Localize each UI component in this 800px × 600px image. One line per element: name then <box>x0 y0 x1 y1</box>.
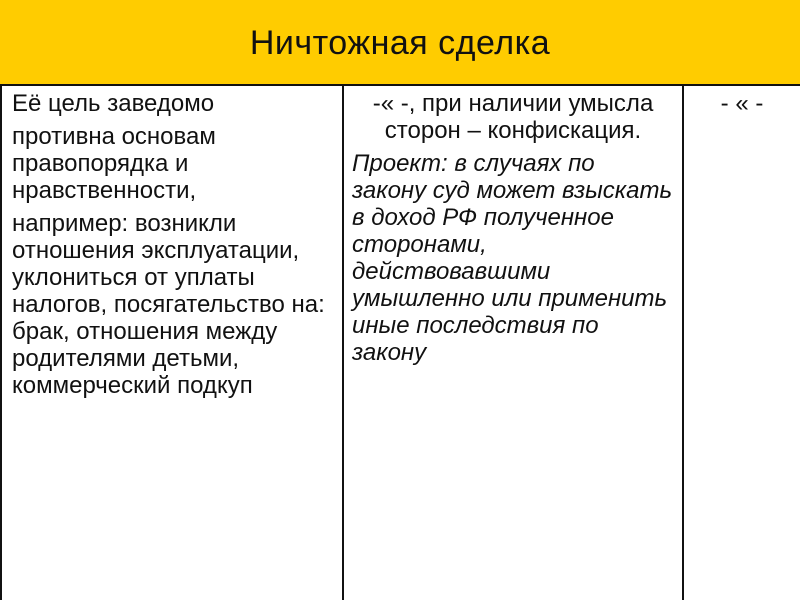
column-1-paragraph-1: Её цель заведомо <box>12 90 215 117</box>
table-column-purpose <box>0 86 344 600</box>
column-3-paragraph-1: - « - <box>720 90 764 117</box>
column-1-paragraph-3: например: возникли отношения эксплуатации, уклониться от уплаты налогов, посягательство на: брак, отношения между родителями детьми, коммерческий подкуп <box>12 210 325 399</box>
slide-title: Ничтожная сделка <box>249 23 551 62</box>
column-2-paragraph-1: -« -, при наличии умысла сторон – конфискация. <box>372 90 654 144</box>
table-column-ditto <box>684 86 800 600</box>
column-1-paragraph-2: противна основам правопорядка и нравственности, <box>12 123 216 204</box>
content-table <box>0 84 800 600</box>
column-2-paragraph-2: Проект: в случаях по закону суд может взыскать в доход РФ полученное сторонами, действовавшими умышленно или применить иные последствия по закону <box>352 150 673 366</box>
table-column-consequences <box>344 86 684 600</box>
title-bar <box>0 0 800 84</box>
